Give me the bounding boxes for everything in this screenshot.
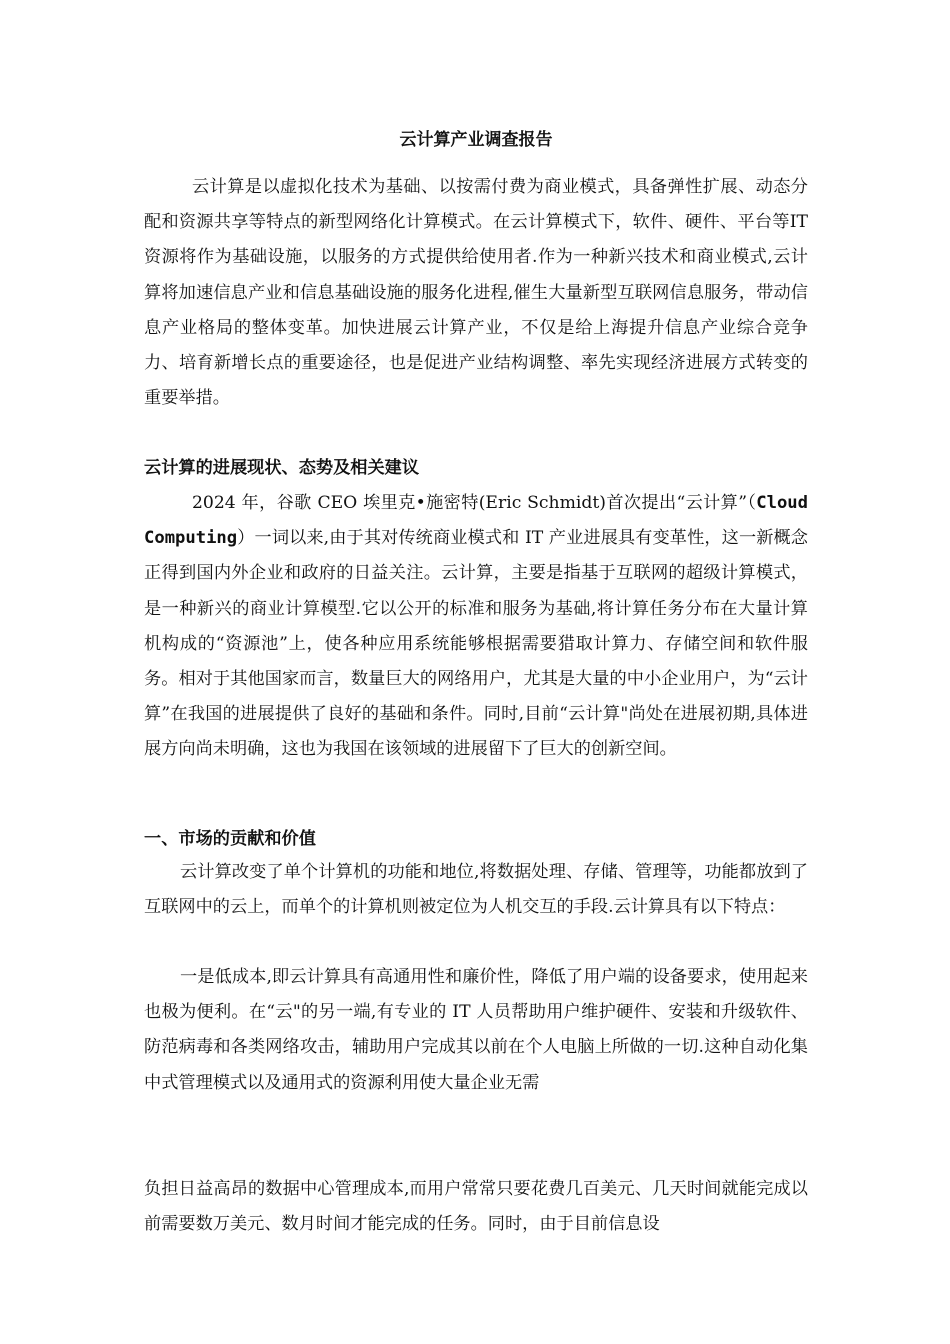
section-heading-market: 一、市场的贡献和价值 [144,829,316,849]
section2-paragraph-1: 云计算改变了单个计算机的功能和地位,将数据处理、存储、管理等，功能都放到了互联网中的云上，而单个的计算机则被定位为人机交互的手段.云计算具有以下特点： [144,862,808,918]
section1-text-before: 2024 年，谷歌 CEO 埃里克•施密特(Eric Schmidt)首次提出“云计算”（ [192,493,757,513]
section2-paragraph-2: 一是低成本,即云计算具有高通用性和廉价性，降低了用户端的设备要求，使用起来也极为便利。在“云"的另一端,有专业的 IT 人员帮助用户维护硬件、安装和升级软件、防范病毒和各类网络攻击，辅助用户完成其以前在个人电脑上所做的一切.这种自动化集中式管理模式以及通用式的资源利用使大量企业无需 [144,967,808,1093]
section-heading-status: 云计算的进展现状、态势及相关建议 [144,458,420,478]
intro-paragraph: 云计算是以虚拟化技术为基础、以按需付费为商业模式，具备弹性扩展、动态分配和资源共享等特点的新型网络化计算模式。在云计算模式下，软件、硬件、平台等IT资源将作为基础设施，以服务的方式提供给使用者.作为一种新兴技术和商业模式,云计算将加速信息产业和信息基础设施的服务化进程,催生大量新型互联网信息服务，带动信息产业格局的整体变革。加快进展云计算产业，不仅是给上海提升信息产业综合竞争力、培育新增长点的重要途径，也是促进产业结构调整、率先实现经济进展方式转变的重要举措。 [144,177,808,409]
document-title: 云计算产业调查报告 [399,130,553,150]
section1-text-after: ）一词以来,由于其对传统商业模式和 IT 产业进展具有变革性，这一新概念正得到国内外企业和政府的日益关注。云计算，主要是指基于互联网的超级计算模式，是一种新兴的商业计算模型.它以公开的标准和服务为基础,将计算任务分布在大量计算机构成的“资源池”上，使各种应用系统能够根据需要猎取计算力、存储空间和软件服务。相对于其他国家而言，数量巨大的网络用户，尤其是大量的中小企业用户，为“云计算”在我国的进展提供了良好的基础和条件。同时,目前“云计算"尚处在进展初期,具体进展方向尚未明确，这也为我国在该领域的进展留下了巨大的创新空间。 [144,528,808,760]
section1-text-bold: Cloud Computing [144,493,808,549]
section1-paragraph [144,486,808,768]
section2-paragraph-3: 负担日益高昂的数据中心管理成本,而用户常常只要花费几百美元、几天时间就能完成以前需要数万美元、数月时间才能完成的任务。同时，由于目前信息设 [144,1179,808,1235]
